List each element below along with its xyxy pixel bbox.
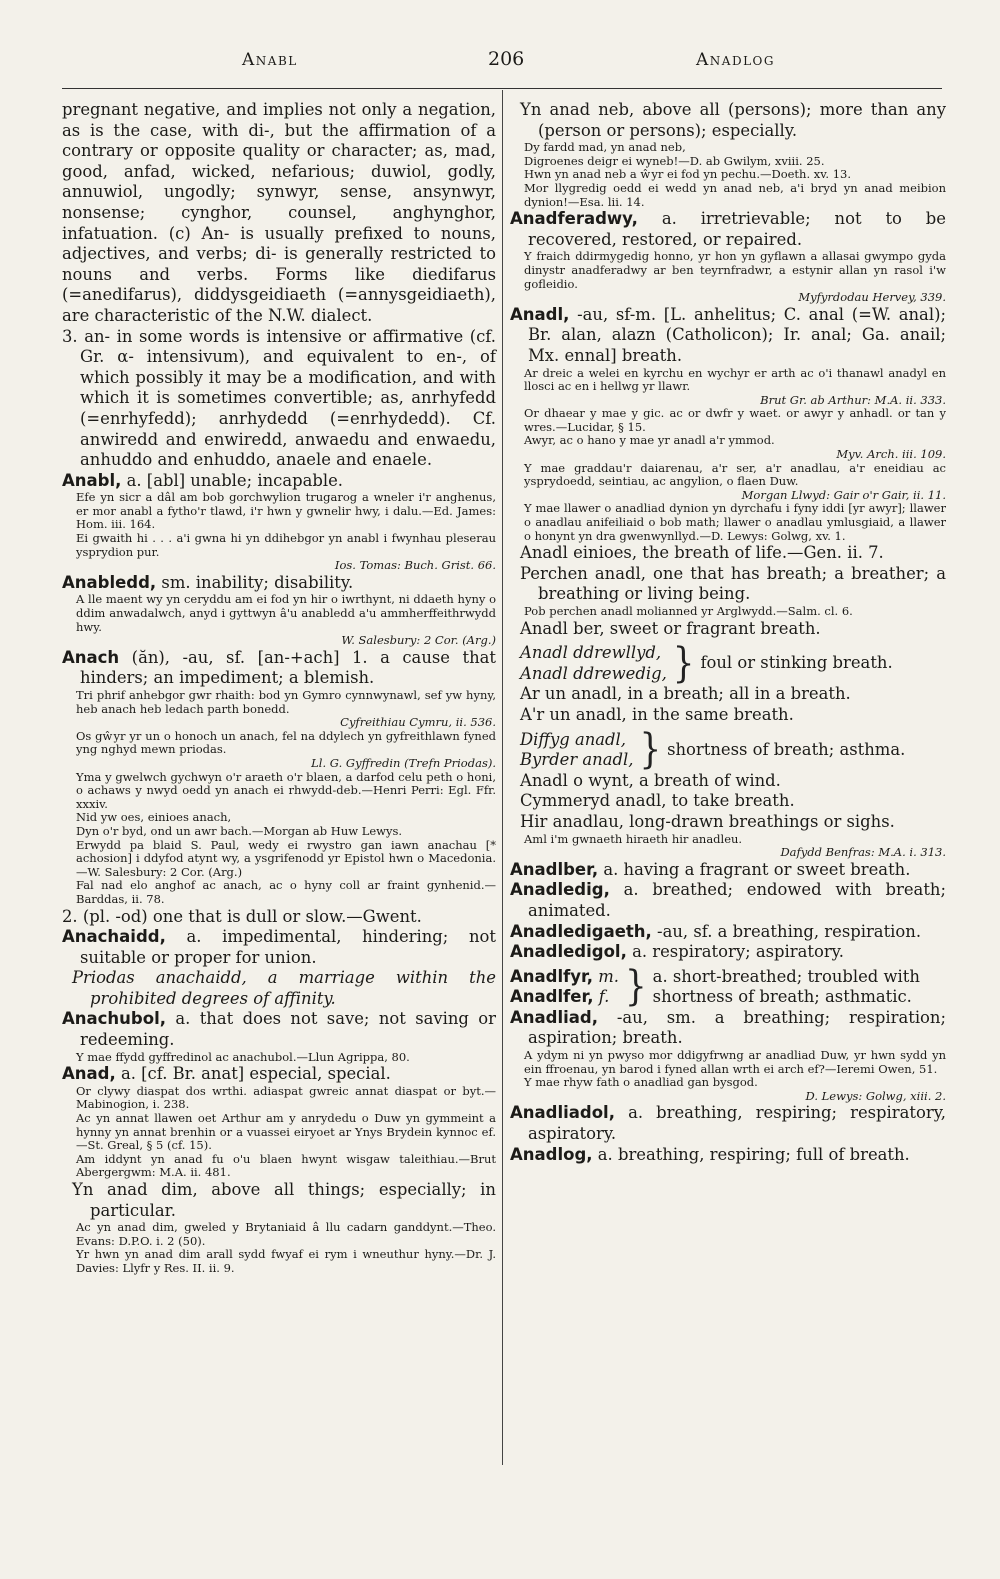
header-left-guideword: Anabl xyxy=(242,50,298,70)
definition: -au, sf. a breathing, respiration. xyxy=(657,921,922,941)
entry-anadledig xyxy=(510,880,946,921)
definition: a. breathing, respiring; respiratory, aspiratory. xyxy=(528,1103,946,1144)
phrase-pair xyxy=(510,639,946,688)
quotation: Or dhaear y mae y gic. ac or dwfr y waet. or awyr y anhadl. or tan y wres.—Lucidar, § 15. xyxy=(524,406,946,434)
quotation: A ydym ni yn pwyso mor ddigyfrwng ar anadliad Duw, yr hwn sydd yn ein ffroenau, yn barod i fyned allan wrth ei arch ef?—Ieremi Owen, 51. xyxy=(524,1048,946,1076)
phrase: Ar un anadl, in a breath; all in a breath. xyxy=(520,684,851,704)
quotation: Fal nad elo anghof ac anach, ac o hyny coll ar fraint gynhenid.—Barddas, ii. 78. xyxy=(76,878,496,906)
entry-anadferadwy xyxy=(510,209,946,250)
citation: Ll. G. Gyffredin (Trefn Priodas). xyxy=(311,755,496,770)
quotation: Y mae llawer o anadliad dynion yn dyrchafu i fyny iddi [yr awyr]; llawer o anadlau anifeiliaid o bob math; llawer o anadlau ymlusgiaid, a llawer o honynt yn dra gwenwynllyd.—D. Lewys: Golwg, xv. 1. xyxy=(524,501,946,543)
definition: a. [abl] unable; incapable. xyxy=(126,470,344,490)
term: Anadl ddrewllyd, xyxy=(520,643,662,663)
citation: Morgan Llwyd: Gair o'r Gair, ii. 11. xyxy=(741,487,946,502)
quotation: Pob perchen anadl molianned yr Arglwydd.—Salm. cl. 6. xyxy=(524,604,853,618)
gender: f. xyxy=(598,987,610,1007)
gender: m. xyxy=(598,966,620,986)
entry-anadledigol xyxy=(510,942,946,963)
quotation: Awyr, ac o hano y mae yr anadl a'r ymmod. xyxy=(524,433,775,448)
phrase: Hir anadlau, long-drawn breathings or sighs. xyxy=(520,811,895,831)
pair-definition: foul or stinking breath. xyxy=(700,653,893,673)
entry-anadledigaeth xyxy=(510,922,946,943)
running-header xyxy=(0,50,1000,80)
phrase: Yn anad neb, above all (persons); more than any (person or persons); especially. xyxy=(520,100,946,140)
header-rule xyxy=(62,88,942,89)
phrase: Cymmeryd anadl, to take breath. xyxy=(520,791,795,811)
entry-anadlog xyxy=(510,1145,946,1166)
entry-anadlfyr xyxy=(510,963,946,1012)
entry-anad xyxy=(62,1064,496,1085)
entry-anadliad xyxy=(510,1008,946,1049)
definition: a. breathed; endowed with breath; animated. xyxy=(528,880,946,920)
page-number: 206 xyxy=(488,48,525,70)
quotation: Os gŵyr yr un o honoch un anach, fel na ddylech yn gyfreithlawn fyned yng nghyd mewn priodas. xyxy=(76,728,496,757)
definition: -au, sf-m. [L. anhelitus; C. anal (=W. anal); Br. alan, alazn (Catholicon); Ir. anal; Ga. anail; Mx. ennal] breath. xyxy=(528,304,946,365)
term: Byrder anadl, xyxy=(520,750,634,770)
entry-anabl xyxy=(62,471,496,492)
definition: a. irretrievable; not to be recovered, restored, or repaired. xyxy=(528,209,946,249)
quotation: Y mae ffydd gyffredinol ac anachubol.—Llun Agrippa, 80. xyxy=(76,1049,410,1064)
quotation: Or clywy diaspat dos wrthi. adiaspat gwreic annat diaspat or byt.—Mabinogion, i. 238. xyxy=(76,1083,496,1112)
citation: Dafydd Benfras: M.A. i. 313. xyxy=(780,845,946,860)
sense-3: 3. an- in some words is intensive or affirmative (cf. Gr. α- intensivum), and equivalent to en-, of which possibly it may be a modification, and with which it is sometimes convertible; as, anrhyfedd (=enrhyfedd); anrhydedd (=enrhydedd). Cf. anwiredd and enwiredd, anwaedu and enwaedu, anhuddo and enhuddo, anaele and enaele. xyxy=(62,326,496,470)
headword: Anachaidd, xyxy=(62,927,166,947)
citation: W. Salesbury: 2 Cor. (Arg.) xyxy=(341,633,496,648)
entry-anabledd xyxy=(62,573,496,594)
phrase: Priodas anachaidd, a marriage within the prohibited degrees of affinity. xyxy=(72,968,496,1008)
phrase: A'r un anadl, in the same breath. xyxy=(520,704,794,724)
headword: Anadliadol, xyxy=(510,1103,615,1123)
quotation: Erwydd pa blaid S. Paul, wedy ei rwystro gan iawn anachau [* achosion] i ddyfod atynt wy, a ysgrifenodd yr Epistol hwn o Macedonia.—W. Salesbury: 2 Cor. (Arg.) xyxy=(76,837,496,879)
phrase: Anadl o wynt, a breath of wind. xyxy=(520,770,781,790)
quotation: Ar dreic a welei en kyrchu en wychyr er arth ac o'i thanawl anadyl en llosci ac en i hellwg yr llawr. xyxy=(524,365,946,394)
definition: a. breathing, respiring; full of breath. xyxy=(597,1144,910,1164)
citation: Brut Gr. ab Arthur: M.A. ii. 333. xyxy=(760,392,946,407)
brace: } xyxy=(639,726,662,775)
entry-anachaidd xyxy=(62,927,496,968)
phrase: Anadl einioes, the breath of life.—Gen. ii. 7. xyxy=(520,543,884,563)
headword: Anadl, xyxy=(510,304,570,324)
headword: Anad, xyxy=(62,1064,116,1084)
citation: Ios. Tomas: Buch. Grist. 66. xyxy=(334,558,496,573)
quotation: Mor llygredig oedd ei wedd yn anad neb, a'i bryd yn anad meibion dynion!—Esa. lii. 14. xyxy=(524,180,946,209)
brace: } xyxy=(672,639,695,688)
headword: Anabledd, xyxy=(62,572,157,592)
pair-definition: a. short-breathed; troubled with shortness of breath; asthmatic. xyxy=(652,966,920,1007)
quotation: Y mae graddau'r daiarenau, a'r ser, a'r anadlau, a'r eneidiau ac ysprydoedd, seintiau, ac angylion, o flaen Duw. xyxy=(524,460,946,489)
phrase: Yn anad dim, above all things; especially; in particular. xyxy=(72,1180,496,1220)
term: Diffyg anadl, xyxy=(520,729,627,749)
entry-anach xyxy=(62,648,496,689)
quotation: Dy fardd mad, yn anad neb, Digroenes deigr ei wyneb!—D. ab Gwilym, xviii. 25. xyxy=(524,140,825,168)
citation: D. Lewys: Golwg, xiii. 2. xyxy=(805,1088,946,1103)
quotation: Y mae rhyw fath o anadliad gan bysgod. xyxy=(524,1075,758,1090)
quotation: Ac yn annat llawen oet Arthur am y anrydedu o Duw yn gymmeint a hynny yn annat brenhin or a vuassei eiryoet ar Ynys Brydein kynnoc ef.—St. Greal, § 5 (cf. 15). xyxy=(76,1111,496,1153)
entry-anadlber xyxy=(510,860,946,881)
headword: Anadlfer, xyxy=(510,987,594,1007)
citation: Cyfreithiau Cymru, ii. 536. xyxy=(340,715,496,730)
quotation: Efe yn sicr a dâl am bob gorchwylion trugarog a wneler i'r anghenus, er mor anabl a fytho'r tlawd, i'r hwn y gwnelir hwy, i dalu.—Ed. James: Hom. iii. 164. xyxy=(76,490,496,532)
continued-text: pregnant negative, and implies not only a negation, as is the case, with di-, but the affirmation of a contrary or opposite quality or character; as, mad, good, anfad, wicked, nefarious; duwiol, godly, annuwiol, ungodly; synwyr, sense, ansynwyr, nonsense; cynghor, counsel, anghynghor, infatuation. (c) An- is usually prefixed to nouns, adjectives, and verbs; di- is generally restricted to nouns and verbs. Forms like diedifarus (=anedifarus), diddysgeidiaeth (=annysgeidiaeth), are characteristic of the N.W. dialect. xyxy=(62,100,496,325)
phrase-pair xyxy=(510,726,946,775)
definition: sm. inability; disability. xyxy=(161,572,354,592)
quotation: Ac yn anad dim, gweled y Brytaniaid â llu cadarn ganddynt.—Theo. Evans: D.P.O. i. 2 (50). xyxy=(76,1220,496,1248)
term: Anadl ddrewedig, xyxy=(520,663,667,683)
sense-2: 2. (pl. -od) one that is dull or slow.—Gwent. xyxy=(62,906,422,926)
quotation: Aml i'm gwnaeth hiraeth hir anadleu. xyxy=(524,831,743,846)
headword: Anach xyxy=(62,647,120,667)
quotation: Tri phrif anhebgor gwr rhaith: bod yn Gymro cynnwynawl, sef yw hyny, heb anach heb ledach parth bonedd. xyxy=(76,688,496,716)
brace: } xyxy=(625,963,647,1012)
headword: Anadledig, xyxy=(510,880,610,900)
headword: Anadlber, xyxy=(510,859,599,879)
definition: a. having a fragrant or sweet breath. xyxy=(603,859,911,879)
headword: Anachubol, xyxy=(62,1009,166,1029)
paired-terms xyxy=(520,643,667,684)
headword: Anadlfyr, xyxy=(510,966,594,986)
headword: Anadledigol, xyxy=(510,942,627,962)
definition: a. respiratory; aspiratory. xyxy=(632,942,844,962)
definition: a. that does not save; not saving or redeeming. xyxy=(80,1009,496,1050)
headword: Anabl, xyxy=(62,470,122,490)
quotation: Ei gwaith hi . . . a'i gwna hi yn ddihebgor yn anabl i fwynhau pleserau ysprydion pur. xyxy=(76,531,496,559)
citation: Myfyrdodau Hervey, 339. xyxy=(798,290,946,305)
headword: Anadferadwy, xyxy=(510,209,638,229)
quotation: A lle maent wy yn ceryddu am ei fod yn hir o iwrthynt, ni ddaeth hyny o ddim anwadalwch, anyd i gyttwyn â'u anabledd a'u ammherffeithrwydd hwy. xyxy=(76,592,496,634)
phrase: Anadl ber, sweet or fragrant breath. xyxy=(520,618,821,638)
headword: Anadledigaeth, xyxy=(510,921,652,941)
quotation: Hwn yn anad neb a ŵyr ei fod yn pechu.—Doeth. xv. 13. xyxy=(524,167,851,182)
header-right-guideword: Anadlog xyxy=(696,50,775,70)
headword: Anadliad, xyxy=(510,1007,598,1027)
pair-definition: shortness of breath; asthma. xyxy=(667,739,906,759)
headword: Anadlog, xyxy=(510,1144,593,1164)
phrase: Perchen anadl, one that has breath; a breather; a breathing or living being. xyxy=(520,563,946,604)
paired-headwords xyxy=(510,967,619,1008)
definition: a. impedimental, hindering; not suitable or proper for union. xyxy=(80,927,496,967)
quotation: Y fraich ddirmygedig honno, yr hon yn gyflawn a allasai gwympo gyda dinystr anadferadwy ar ben teyrnfradwr, a estynir allan yn rasol i'w gofleidio. xyxy=(524,249,946,291)
entry-anadliadol xyxy=(510,1103,946,1144)
entry-anachubol xyxy=(62,1009,496,1050)
column-divider xyxy=(502,90,503,1465)
definition: a. [cf. Br. anat] especial, special. xyxy=(120,1064,391,1084)
quotation: Am iddynt yn anad fu o'u blaen hwynt wisgaw taleithiau.—Brut Abergergwm: M.A. ii. 481. xyxy=(76,1151,496,1180)
right-column xyxy=(510,100,946,1165)
definition: (ăn), -au, sf. [an-+ach] 1. a cause that hinders; an impediment; a blemish. xyxy=(80,647,496,688)
left-column xyxy=(62,100,496,1276)
definition: -au, sm. a breathing; respiration; aspiration; breath. xyxy=(528,1007,947,1048)
entry-anadl xyxy=(510,305,946,367)
quotation: Nid yw oes, einioes anach, Dyn o'r byd, ond un awr bach.—Morgan ab Huw Lewys. xyxy=(76,810,403,838)
quotation: Yma y gwelwch gychwyn o'r araeth o'r blaen, a darfod celu peth o honi, o achaws y nwyd oedd yn anach ei rhwydd-deb.—Henri Perri: Egl. Ffr. xxxiv. xyxy=(76,769,496,811)
quotation: Yr hwn yn anad dim arall sydd fwyaf ei rym i wneuthur hyny.—Dr. J. Davies: Llyfr y Res. II. ii. 9. xyxy=(76,1247,496,1275)
citation: Myv. Arch. iii. 109. xyxy=(836,447,946,462)
paired-terms xyxy=(520,730,633,771)
